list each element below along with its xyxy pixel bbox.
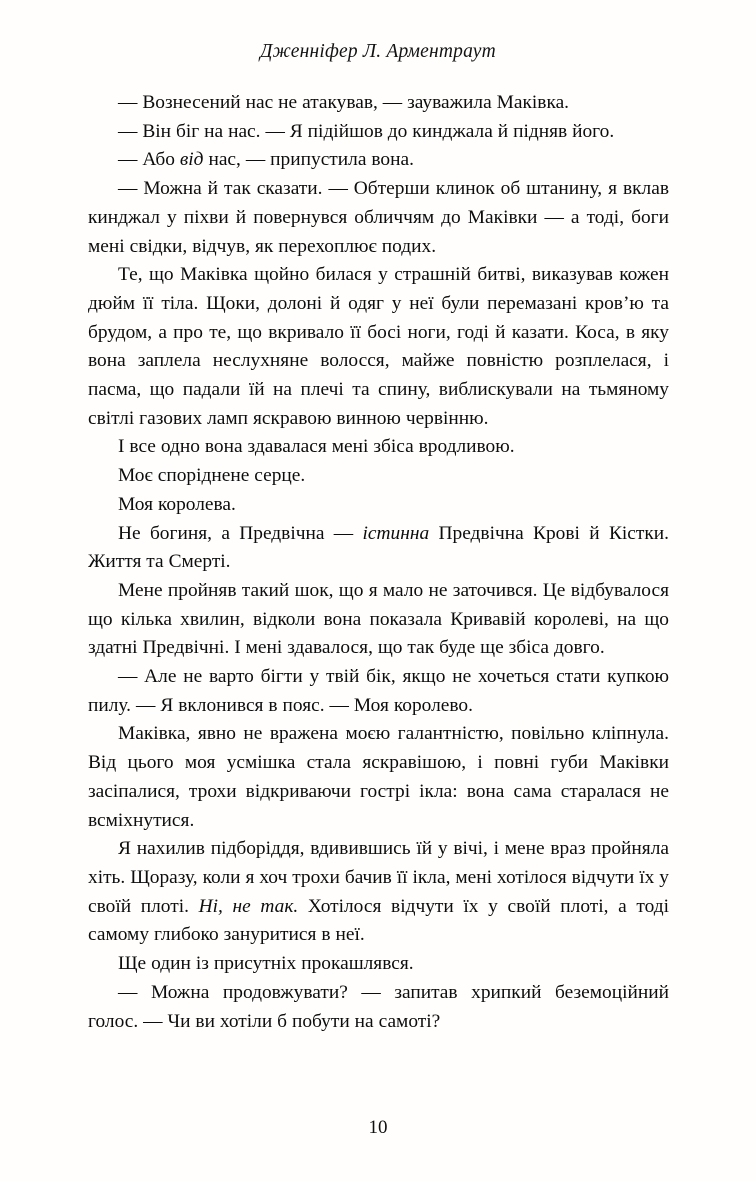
paragraph: — Але не варто бігти у твій бік, якщо не хочеться стати купкою пилу. — Я вклонився в пояс. — Моя королево. — [88, 666, 669, 716]
paragraph: Не богиня, а Предвічна — істинна Предвічна Крові й Кістки. Життя та Смерті. — [88, 522, 670, 573]
page-number: 10 — [368, 1117, 388, 1138]
paragraph: Моє споріднене серце. — [118, 465, 306, 487]
paragraph: Я нахилив підборіддя, вдивившись їй у вічі, і мене враз пройняла хіть. Щоразу, коли я хоч трохи бачив її ікла, мені хотілося відчути їх у своїй плоті. Ні, не так. Хотілося відчути їх у своїй плоті, а тоді самому глибоко зануритися в неї. — [88, 838, 669, 946]
paragraph: Мене пройняв такий шок, що я мало не заточився. Це відбувалося що кілька хвилин, відколи вона показала Кривавій королеві, на що здатні Предвічні. І мені здавалося, що так буде ще збіса довго. — [88, 579, 669, 659]
paragraph: — Можна й так сказати. — Обтерши клинок об штанину, я вклав кинджал у піхви й повернувся обличчям до Маківки — а тоді, боги мені свідки, відчув, як перехоплює подих. — [88, 178, 669, 257]
paragraph: Те, що Маківка щойно билася у страшній битві, виказував кожен дюйм її тіла. Щоки, долоні й одяг у неї були перемазані кров’ю та брудом, а про те, що вкривало її босі ноги, годі й казати. Коса, в яку вона заплела неслухняне волосся, майже повністю розплелася, і пасма, що падали їй на плечі та спину, виблискували на тьмяному світлі газових ламп яскравою винною червінню. — [88, 264, 669, 429]
paragraph: Маківка, явно не вражена моєю галантністю, повільно кліпнула. Від цього моя усмішка стала яскравішою, і повні губи Маківки засіпалися, трохи відкриваючи гострі ікла: вона сама старалася не всміхнутися. — [88, 723, 669, 831]
paragraph: Моя королева. — [118, 493, 236, 515]
paragraph: Ще один із присутніх прокашлявся. — [118, 953, 414, 975]
paragraph: І все одно вона здавалася мені збіса вродливою. — [118, 436, 515, 458]
running-head: Дженніфер Л. Арментраут — [260, 41, 496, 62]
paragraph: — Можна продовжувати? — запитав хрипкий беземоційний голос. — Чи ви хотіли б побути на самоті? — [88, 981, 669, 1032]
body-text — [88, 89, 669, 1036]
paragraph: — Вознесений нас не атакував, — зауважила Маківка. — [118, 92, 570, 113]
paragraph: — Або від нас, — припустила вона. — [118, 149, 414, 171]
paragraph: — Він біг на нас. — Я підійшов до кинджала й підняв його. — [118, 120, 615, 142]
